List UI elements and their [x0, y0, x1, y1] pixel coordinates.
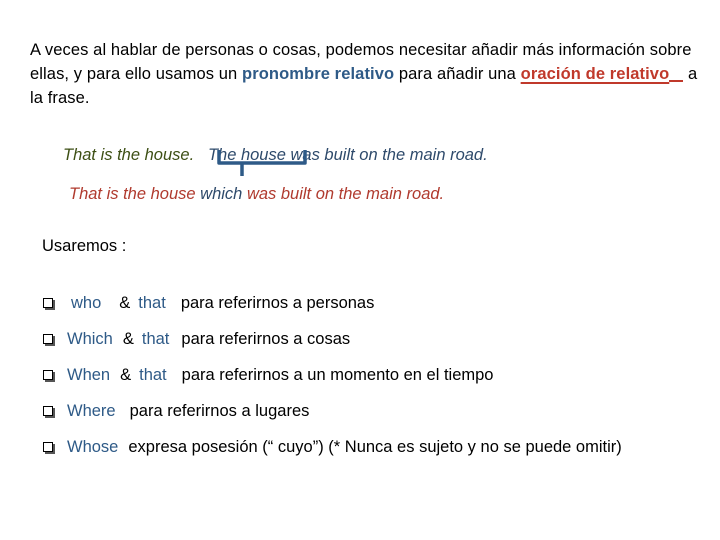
- list-item-which: [43, 328, 350, 350]
- keyword-that: that: [139, 365, 167, 384]
- example-1-sentence-b: The house was built on the main road.: [207, 146, 488, 164]
- bracket-connector-icon: [212, 146, 312, 186]
- intro-text-1: A veces al hablar de personas o cosas, podemos necesitar añadir más información sobre ellas, y para ello usamos un: [30, 41, 692, 83]
- bullet-description: para referirnos a personas: [180, 293, 375, 312]
- keyword-when: When: [67, 365, 111, 384]
- bullet-description: para referirnos a un momento en el tiempo: [181, 365, 494, 384]
- example-1-sentence-a: That is the house.: [63, 146, 195, 164]
- ampersand: &: [122, 329, 134, 348]
- usaremos-label: Usaremos :: [42, 237, 127, 255]
- intro-text-2: para añadir una: [394, 65, 521, 83]
- checkbox-bullet-icon: [43, 334, 53, 344]
- list-item-whose: [43, 436, 622, 458]
- keyword-where: Where: [67, 401, 116, 420]
- bullet-description: expresa posesión (“ cuyo”) (* Nunca es sujeto y no se puede omitir): [128, 437, 622, 456]
- list-item-where: [43, 400, 309, 422]
- keyword-that: that: [141, 329, 170, 348]
- bullet-description: para referirnos a cosas: [181, 329, 351, 348]
- example-sentence-2: [69, 185, 444, 204]
- example-2-before: That is the house: [69, 185, 201, 203]
- bullet-description: para referirnos a lugares: [129, 401, 310, 420]
- ampersand: &: [119, 293, 131, 312]
- intro-text-3: a la frase.: [30, 65, 698, 107]
- list-item-when: [43, 364, 494, 386]
- term-oracion-de-relativo: oración de relativo: [520, 65, 670, 83]
- checkbox-bullet-icon: [43, 442, 53, 452]
- keyword-whose: Whose: [67, 437, 119, 456]
- example-2-after: was built on the main road.: [242, 185, 445, 203]
- checkbox-bullet-icon: [43, 298, 53, 308]
- example-2-relative-word: which: [200, 185, 243, 203]
- term-pronombre-relativo: pronombre relativo: [242, 65, 395, 83]
- checkbox-bullet-icon: [43, 370, 53, 380]
- list-item-who: [43, 292, 374, 314]
- checkbox-bullet-icon: [43, 406, 53, 416]
- keyword-who: who: [71, 293, 102, 312]
- keyword-which: Which: [67, 329, 113, 348]
- keyword-that: that: [138, 293, 166, 312]
- ampersand: &: [120, 365, 132, 384]
- intro-paragraph: [30, 38, 700, 110]
- underline-gap: [669, 80, 683, 82]
